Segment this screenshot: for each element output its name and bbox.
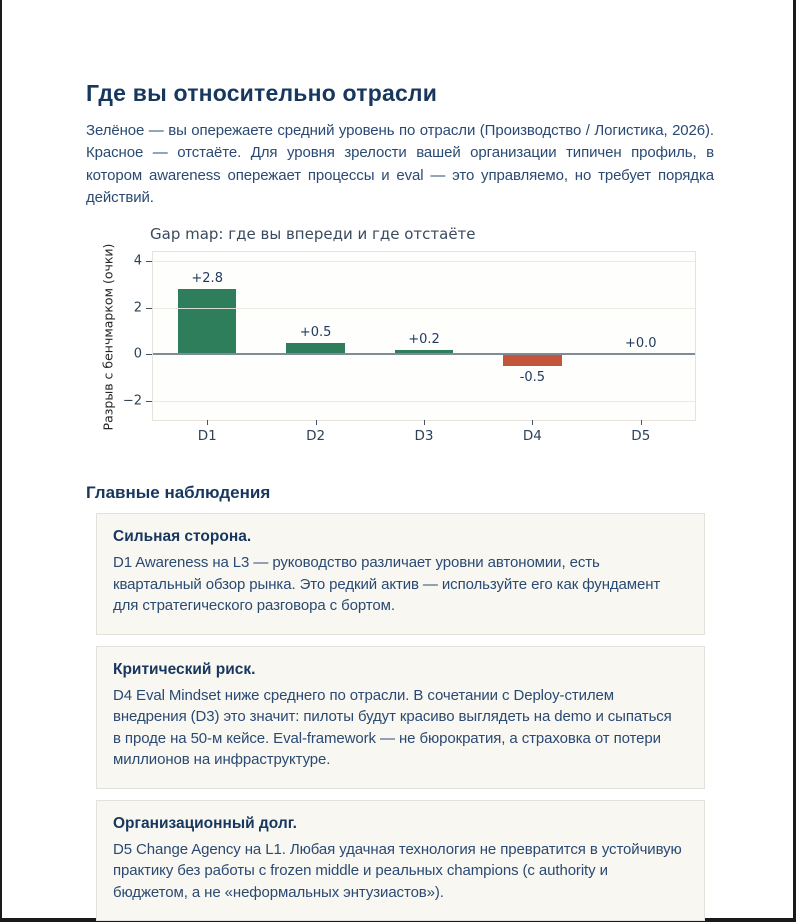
y-tick-label: −2 — [122, 393, 142, 409]
observation-text: D1 Awareness на L3 — руководство различает уровни автономии, есть квартальный обзор рынка. Это редкий актив — используйте его как фундамент для стратегического разговора с бортом. — [113, 554, 661, 615]
gap-map-chart — [86, 225, 714, 453]
chart-y-axis-label: Разрыв с бенчмарком (очки) — [100, 243, 116, 431]
chart-title: Gap map: где вы впереди и где отстаёте — [150, 225, 476, 244]
observation-card-risk — [96, 646, 705, 789]
x-tick-mark — [532, 420, 533, 425]
y-tick-mark — [146, 261, 152, 262]
x-tick-label: D2 — [306, 428, 326, 445]
gap-bar-D1 — [178, 289, 237, 354]
x-tick-label: D4 — [522, 428, 542, 445]
intro-paragraph: Зелёное — вы опережаете средний уровень по отрасли (Производство / Логистика, 2026). Красное — отстаёте. Для уровня зрелости вашей организации типичен профиль, в котором awareness опережает процессы и eval — это управляемо, но требует порядка действий. — [86, 122, 714, 206]
bar-value-label: +0.2 — [408, 331, 440, 347]
bar-value-label: +0.5 — [299, 324, 332, 340]
x-tick-mark — [424, 420, 425, 425]
y-tick-mark — [146, 401, 152, 402]
observations-heading: Главные наблюдения — [86, 483, 271, 503]
grid-line — [153, 401, 695, 402]
observation-title: Критический риск. — [113, 660, 256, 678]
bar-value-label: +2.8 — [191, 271, 223, 287]
observation-text: D5 Change Agency на L1. Любая удачная технология не превратится в устойчивую практику без работы с frozen middle и реальных champions (с authority и бюджетом, а не «неформальных энтузиастов»). — [113, 840, 682, 901]
observation-card-org-debt — [96, 800, 705, 922]
content-column — [86, 0, 714, 921]
y-tick-label: 4 — [133, 253, 142, 269]
x-tick-mark — [207, 420, 208, 425]
x-tick-label: D5 — [631, 428, 651, 445]
page-title: Где вы относительно отрасли — [86, 80, 438, 106]
bar-value-label: +0.0 — [625, 336, 657, 352]
y-tick-mark — [146, 354, 152, 355]
observation-title: Организационный долг. — [113, 814, 297, 832]
grid-line — [153, 261, 695, 262]
y-tick-mark — [146, 308, 152, 309]
observation-text: D4 Eval Mindset ниже среднего по отрасли. В сочетании с Deploy-стилем внедрения (D3) это значит: пилоты будут красиво выглядеть на demo и сыпаться в проде на 50-м кейсе. Eval-framework — не бюрократия, а страховка от потери миллионов на инфраструктуре. — [113, 686, 672, 769]
grid-line — [153, 308, 695, 309]
gap-bar-D4 — [503, 354, 562, 366]
y-tick-label: 2 — [133, 300, 142, 316]
y-tick-label: 0 — [133, 346, 142, 362]
x-tick-mark — [316, 420, 317, 425]
bar-value-label: -0.5 — [519, 370, 546, 386]
x-tick-mark — [641, 420, 642, 425]
x-tick-label: D3 — [414, 428, 434, 445]
gap-chart-plot — [122, 251, 696, 445]
observation-title: Сильная сторона. — [113, 528, 252, 546]
x-tick-label: D1 — [197, 428, 217, 445]
zero-line — [153, 353, 695, 355]
observation-card-strength — [96, 513, 705, 635]
